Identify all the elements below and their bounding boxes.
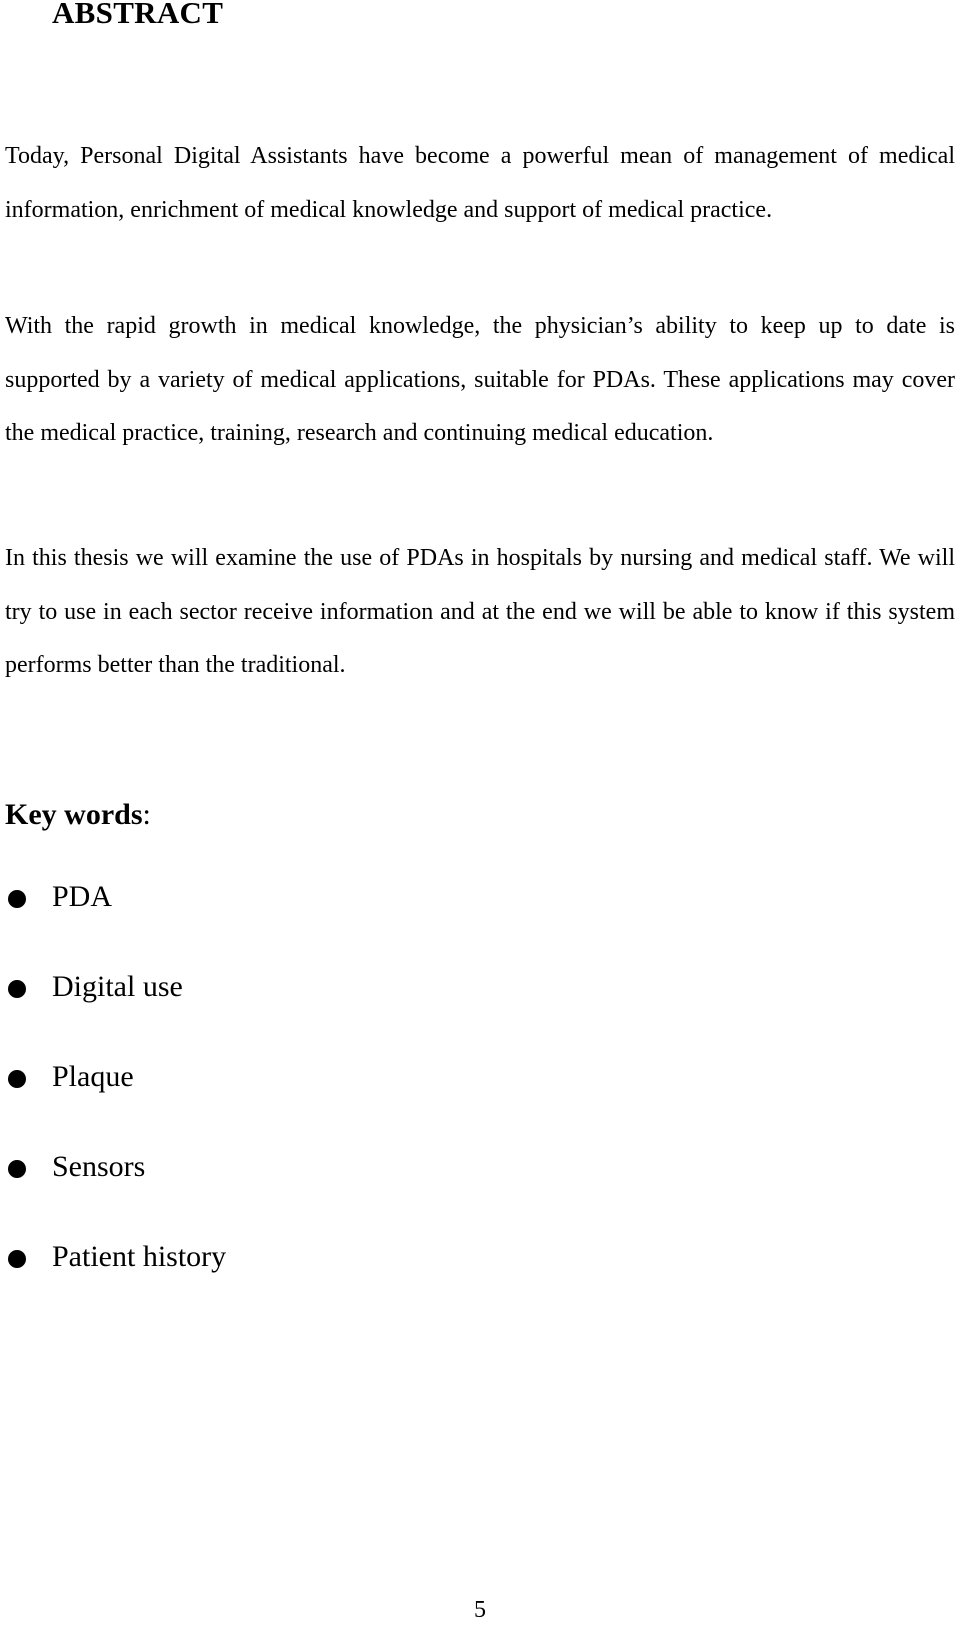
keyword-item <box>0 1150 960 1240</box>
abstract-title: ABSTRACT <box>52 0 224 30</box>
abstract-paragraph-1: Today, Personal Digital Assistants have become a powerful mean of management of medical information, enrichment of medical knowledge and support of medical practice. <box>5 143 955 223</box>
keywords-heading-label: Key words <box>5 798 143 831</box>
page-number: 5 <box>474 1597 486 1623</box>
keywords-heading-colon: : <box>142 798 151 831</box>
bullet-icon <box>8 1250 26 1268</box>
keyword-list <box>0 880 960 1330</box>
bullet-icon <box>8 1160 26 1178</box>
keyword-text: PDA <box>52 880 113 913</box>
keyword-text: Sensors <box>52 1150 146 1183</box>
bullet-icon <box>8 980 26 998</box>
keyword-text: Digital use <box>52 970 183 1003</box>
keyword-item <box>0 1240 960 1330</box>
keyword-text: Patient history <box>52 1240 227 1273</box>
keyword-text: Plaque <box>52 1060 134 1093</box>
keyword-item <box>0 1060 960 1150</box>
abstract-paragraph-3: In this thesis we will examine the use of PDAs in hospitals by nursing and medical staff. We will try to use in each sector receive information and at the end we will be able to know if this system performs better than the traditional. <box>5 545 955 678</box>
keyword-item <box>0 880 960 970</box>
keywords-heading <box>5 795 151 835</box>
keyword-item <box>0 970 960 1060</box>
abstract-paragraph-2: With the rapid growth in medical knowledge, the physician’s ability to keep up to date is supported by a variety of medical applications, suitable for PDAs. These applications may cover the medical practice, training, research and continuing medical education. <box>5 313 955 446</box>
bullet-icon <box>8 890 26 908</box>
bullet-icon <box>8 1070 26 1088</box>
